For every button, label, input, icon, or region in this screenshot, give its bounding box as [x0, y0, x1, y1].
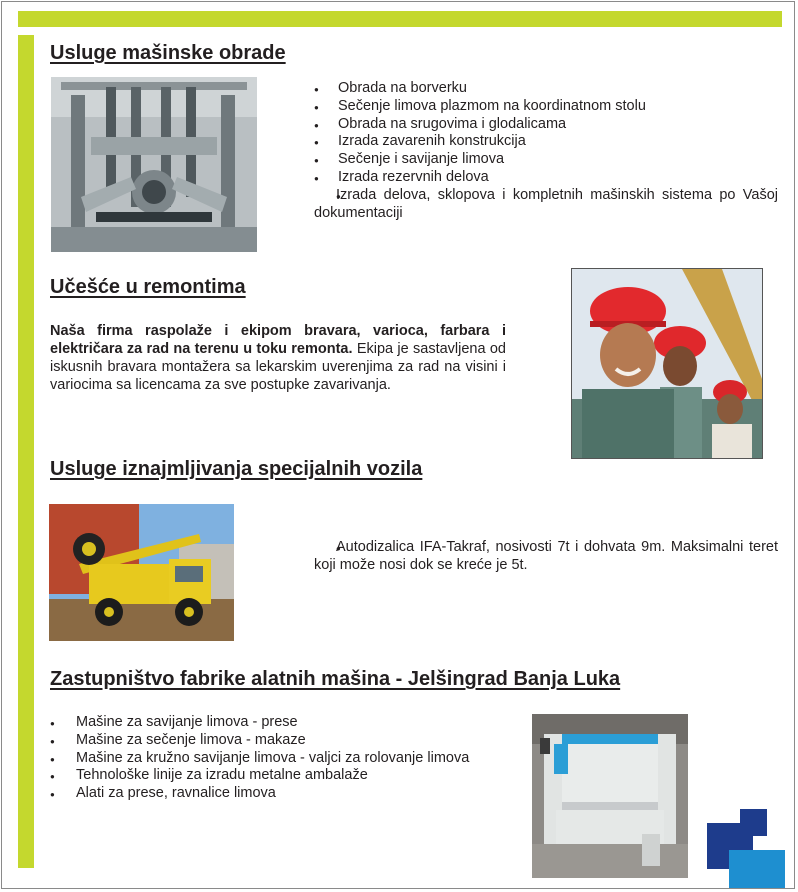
machining-photo	[51, 77, 257, 252]
list-item: ● Sečenje i savijanje limova	[314, 151, 778, 169]
list-item: ● Sečenje limova plazmom na koordinatnom stolu	[314, 98, 778, 116]
top-accent-bar	[18, 11, 782, 27]
list-item: ● Obrada na borverku	[314, 80, 778, 98]
list-item: ● Tehnološke linije za izradu metalne ambalaže	[50, 767, 520, 785]
section-title-vehicle-rental: Usluge iznajmljivanja specijalnih vozila	[50, 458, 423, 480]
section-title-machining: Usluge mašinske obrade	[50, 42, 286, 64]
press-brake-photo	[532, 714, 688, 878]
list-item: ● Izrada rezervnih delova	[314, 169, 778, 187]
list-item: ● Mašine za savijanje limova - prese	[50, 714, 520, 732]
workers-photo	[571, 268, 763, 459]
section-title-overhaul: Učešće u remontima	[50, 276, 246, 298]
list-item: ● Obrada na srugovima i glodalicama	[314, 116, 778, 134]
section-title-representation: Zastupništvo fabrike alatnih mašina - Jelšingrad Banja Luka	[50, 668, 621, 690]
machining-services-list	[314, 80, 778, 222]
company-logo-squares	[707, 809, 785, 888]
list-item: ● Izrada zavarenih konstrukcija	[314, 133, 778, 151]
overhaul-description-text: Ekipa je sastavljena od iskusnih bravara montažera sa lekarskim uverenjima za rad na visini i variocima sa licencama za sve postupke zavarivanja.	[50, 341, 506, 393]
list-item: ● Izrada delova, sklopova i kompletnih mašinskih sistema po Vašoj dokumentaciji	[314, 187, 778, 223]
overhaul-description-bold: Naša firma raspolaže i ekipom bravara, varioca, farbara i električara za rad na terenu u toku remonta.	[50, 323, 506, 357]
list-item: ● Mašine za kružno savijanje limova - valjci za rolovanje limova	[50, 750, 520, 768]
vehicle-rental-list	[314, 539, 778, 575]
machine-tools-list	[50, 714, 520, 803]
overhaul-description	[50, 322, 506, 394]
left-accent-bar	[18, 35, 34, 868]
list-item: ● Autodizalica IFA-Takraf, nosivosti 7t i dohvata 9m. Maksimalni teret koji može nosi dok se kreće je 5t.	[314, 539, 778, 575]
crane-truck-photo	[49, 504, 234, 641]
list-item: ● Alati za prese, ravnalice limova	[50, 785, 520, 803]
list-item: ● Mašine za sečenje limova - makaze	[50, 732, 520, 750]
